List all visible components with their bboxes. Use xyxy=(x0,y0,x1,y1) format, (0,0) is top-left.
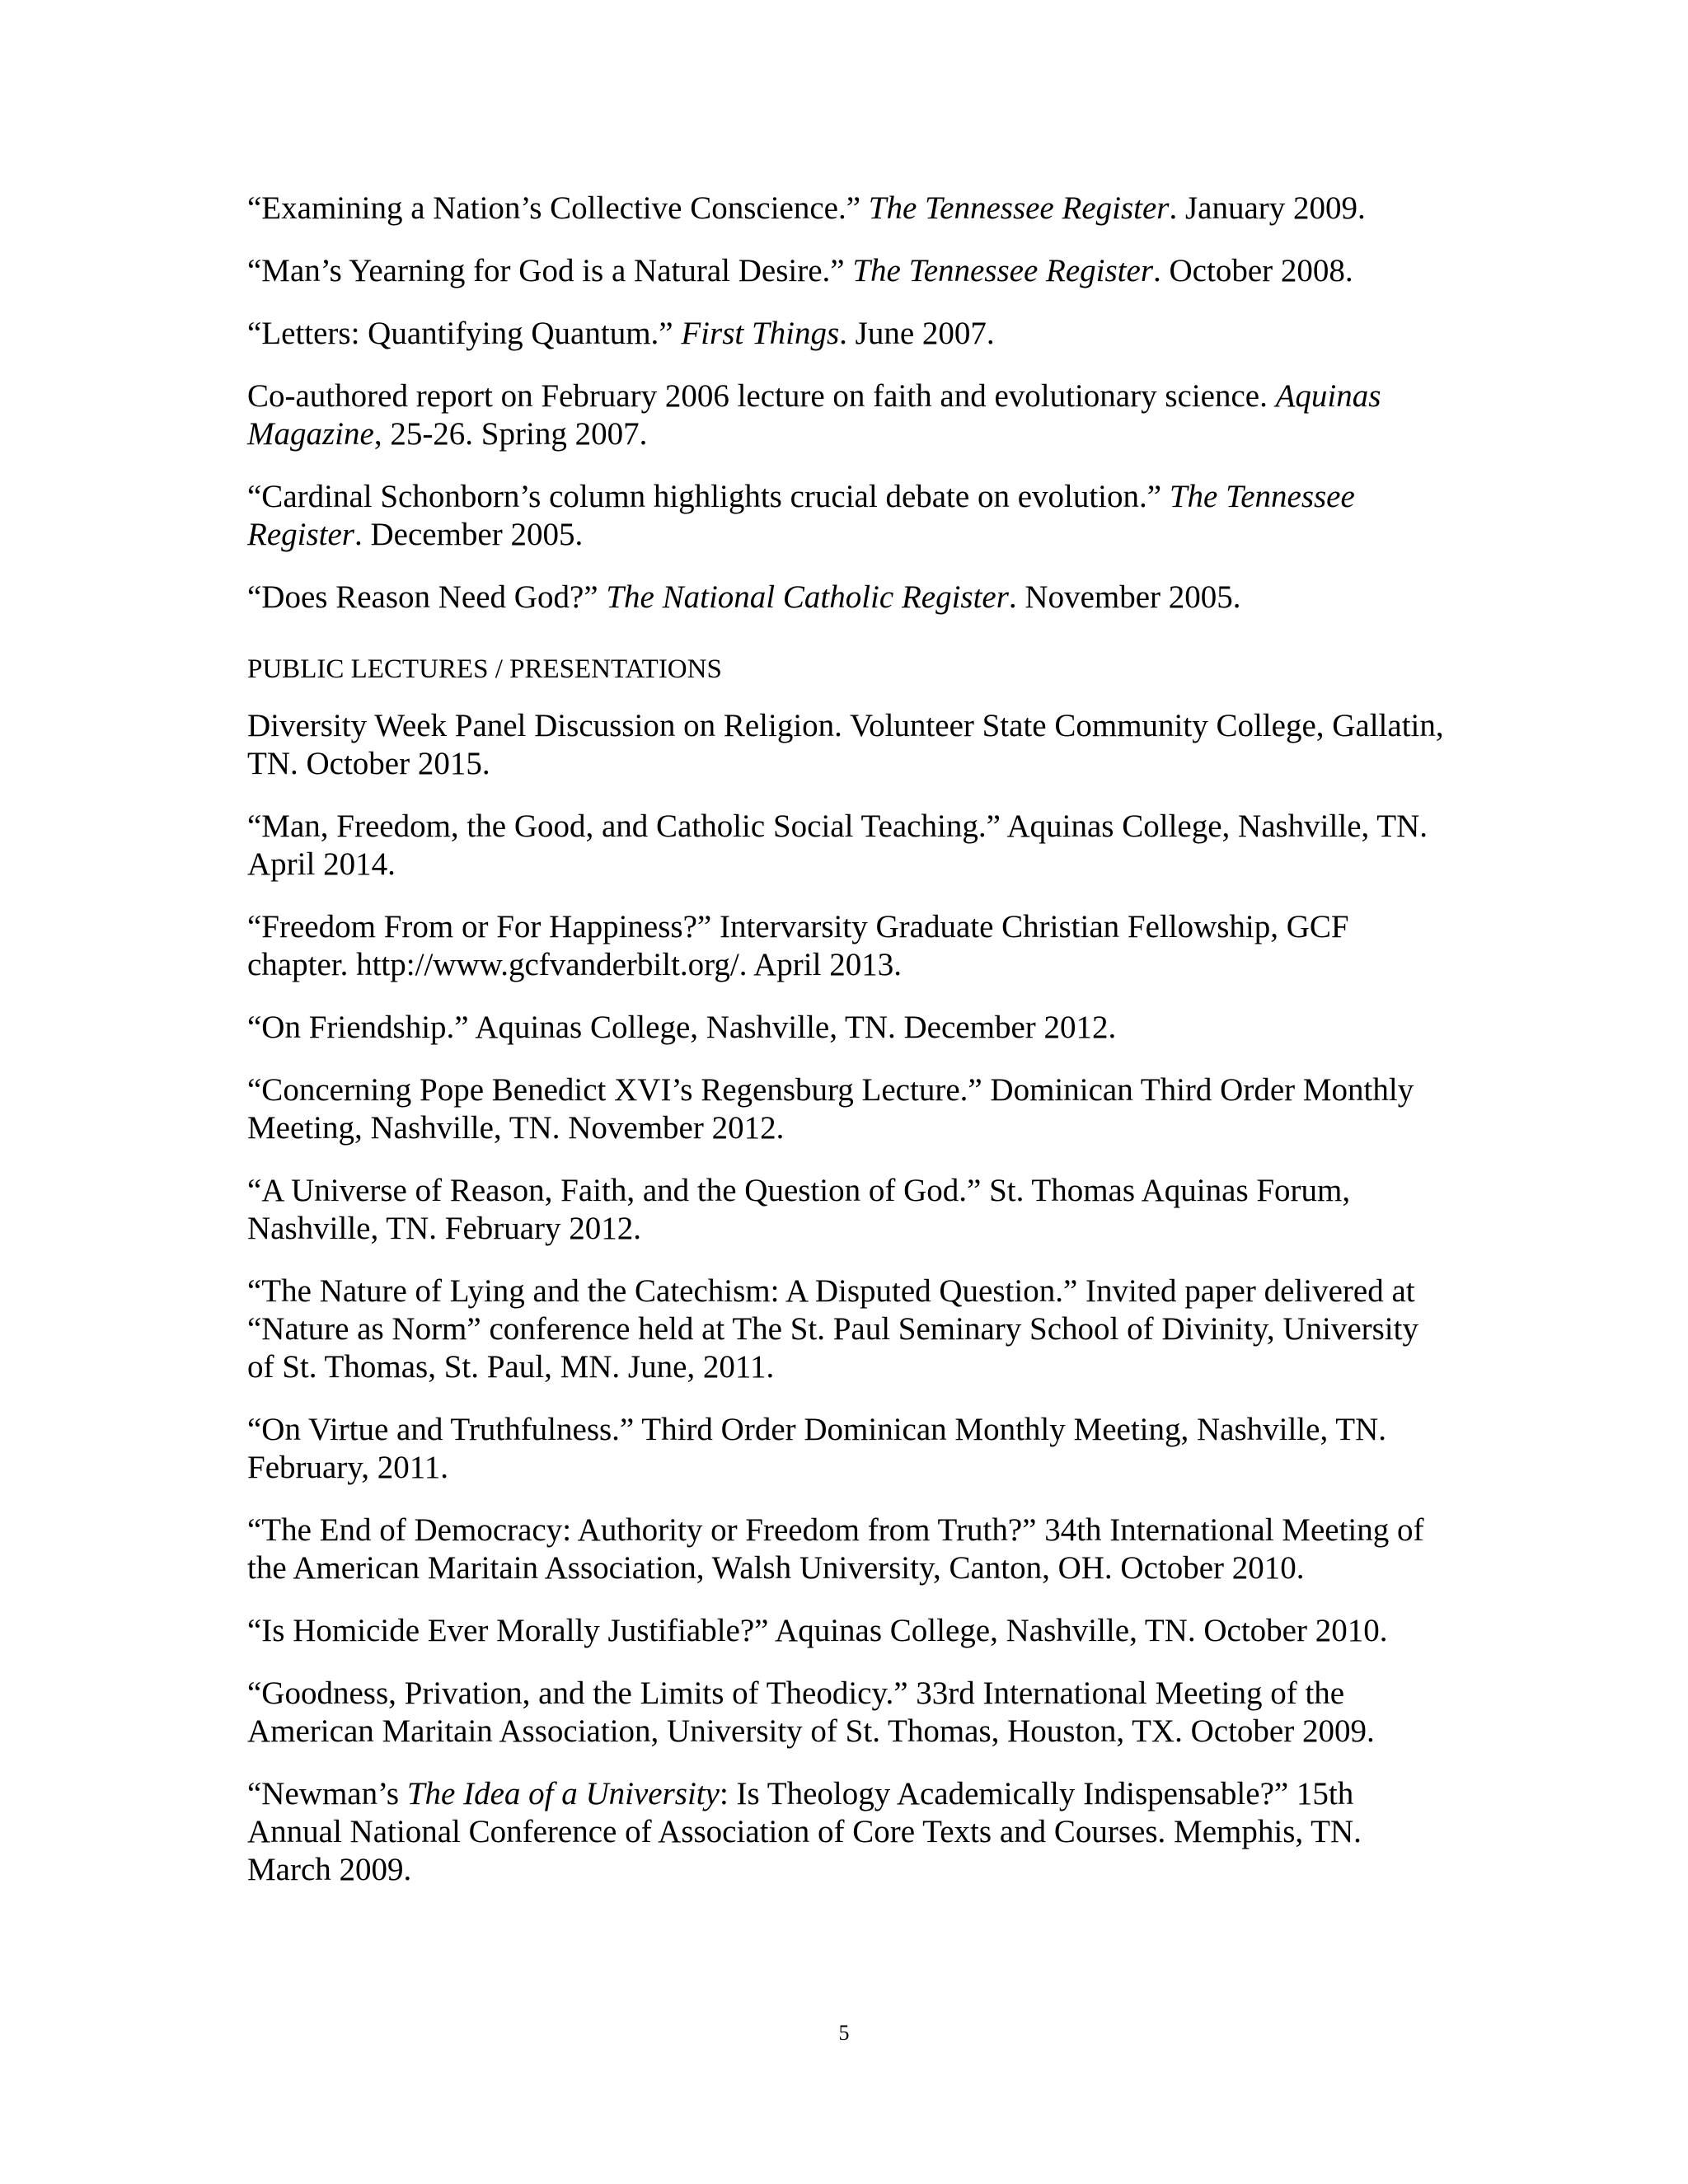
lecture-entry: “Newman’s The Idea of a University: Is Theology Academically Indispensable?” 15th Annual National Conference of Association of Core Texts and Courses. Memphis, TN. March 2009. xyxy=(247,1776,1362,1887)
lecture-entry: Diversity Week Panel Discussion on Religion. Volunteer State Community College, Gallatin, TN. October 2015. xyxy=(247,708,1444,781)
lecture-entry: “Is Homicide Ever Morally Justifiable?” Aquinas College, Nashville, TN. October 2010. xyxy=(247,1613,1388,1648)
publication-entry: Co-authored report on February 2006 lecture on faith and evolutionary science. Aquinas Magazine, 25-26. Spring 2007. xyxy=(247,378,1381,452)
publication-entry: “Man’s Yearning for God is a Natural Desire.” The Tennessee Register. October 2008. xyxy=(247,253,1353,288)
page-number: 5 xyxy=(838,2021,850,2045)
lecture-entry: “Freedom From or For Happiness?” Intervarsity Graduate Christian Fellowship, GCF chapter. http://www.gcfvanderbilt.org/. April 2013. xyxy=(247,909,1349,982)
section-heading-public-lectures: PUBLIC LECTURES / PRESENTATIONS xyxy=(247,654,722,684)
publication-entry: “Does Reason Need God?” The National Catholic Register. November 2005. xyxy=(247,579,1241,615)
lecture-entry: “On Virtue and Truthfulness.” Third Order Dominican Monthly Meeting, Nashville, TN. February, 2011. xyxy=(247,1412,1386,1485)
lecture-entry: “On Friendship.” Aquinas College, Nashville, TN. December 2012. xyxy=(247,1010,1117,1045)
lecture-entry: “The Nature of Lying and the Catechism: A Disputed Question.” Invited paper delivered at “Nature as Norm” conference held at The St. Paul Seminary School of Divinity, University of St. Thomas, St. Paul, MN. June, 2011. xyxy=(247,1273,1418,1385)
lecture-entry: “Concerning Pope Benedict XVI’s Regensburg Lecture.” Dominican Third Order Monthly Meeting, Nashville, TN. November 2012. xyxy=(247,1072,1414,1146)
publications-list xyxy=(247,190,1451,616)
publication-entry: “Cardinal Schonborn’s column highlights crucial debate on evolution.” The Tennessee Register. December 2005. xyxy=(247,479,1355,552)
lecture-entry: “Man, Freedom, the Good, and Catholic Social Teaching.” Aquinas College, Nashville, TN. April 2014. xyxy=(247,808,1428,882)
lecture-entry: “A Universe of Reason, Faith, and the Question of God.” St. Thomas Aquinas Forum, Nashville, TN. February 2012. xyxy=(247,1173,1351,1246)
document-body xyxy=(247,190,1451,1914)
publication-entry: “Examining a Nation’s Collective Conscience.” The Tennessee Register. January 2009. xyxy=(247,190,1366,226)
publication-entry: “Letters: Quantifying Quantum.” First Things. June 2007. xyxy=(247,316,995,351)
lectures-list xyxy=(247,707,1451,1889)
lecture-entry: “The End of Democracy: Authority or Freedom from Truth?” 34th International Meeting of the American Maritain Association, Walsh University, Canton, OH. October 2010. xyxy=(247,1512,1424,1586)
lecture-entry: “Goodness, Privation, and the Limits of Theodicy.” 33rd International Meeting of the American Maritain Association, University of St. Thomas, Houston, TX. October 2009. xyxy=(247,1675,1375,1749)
